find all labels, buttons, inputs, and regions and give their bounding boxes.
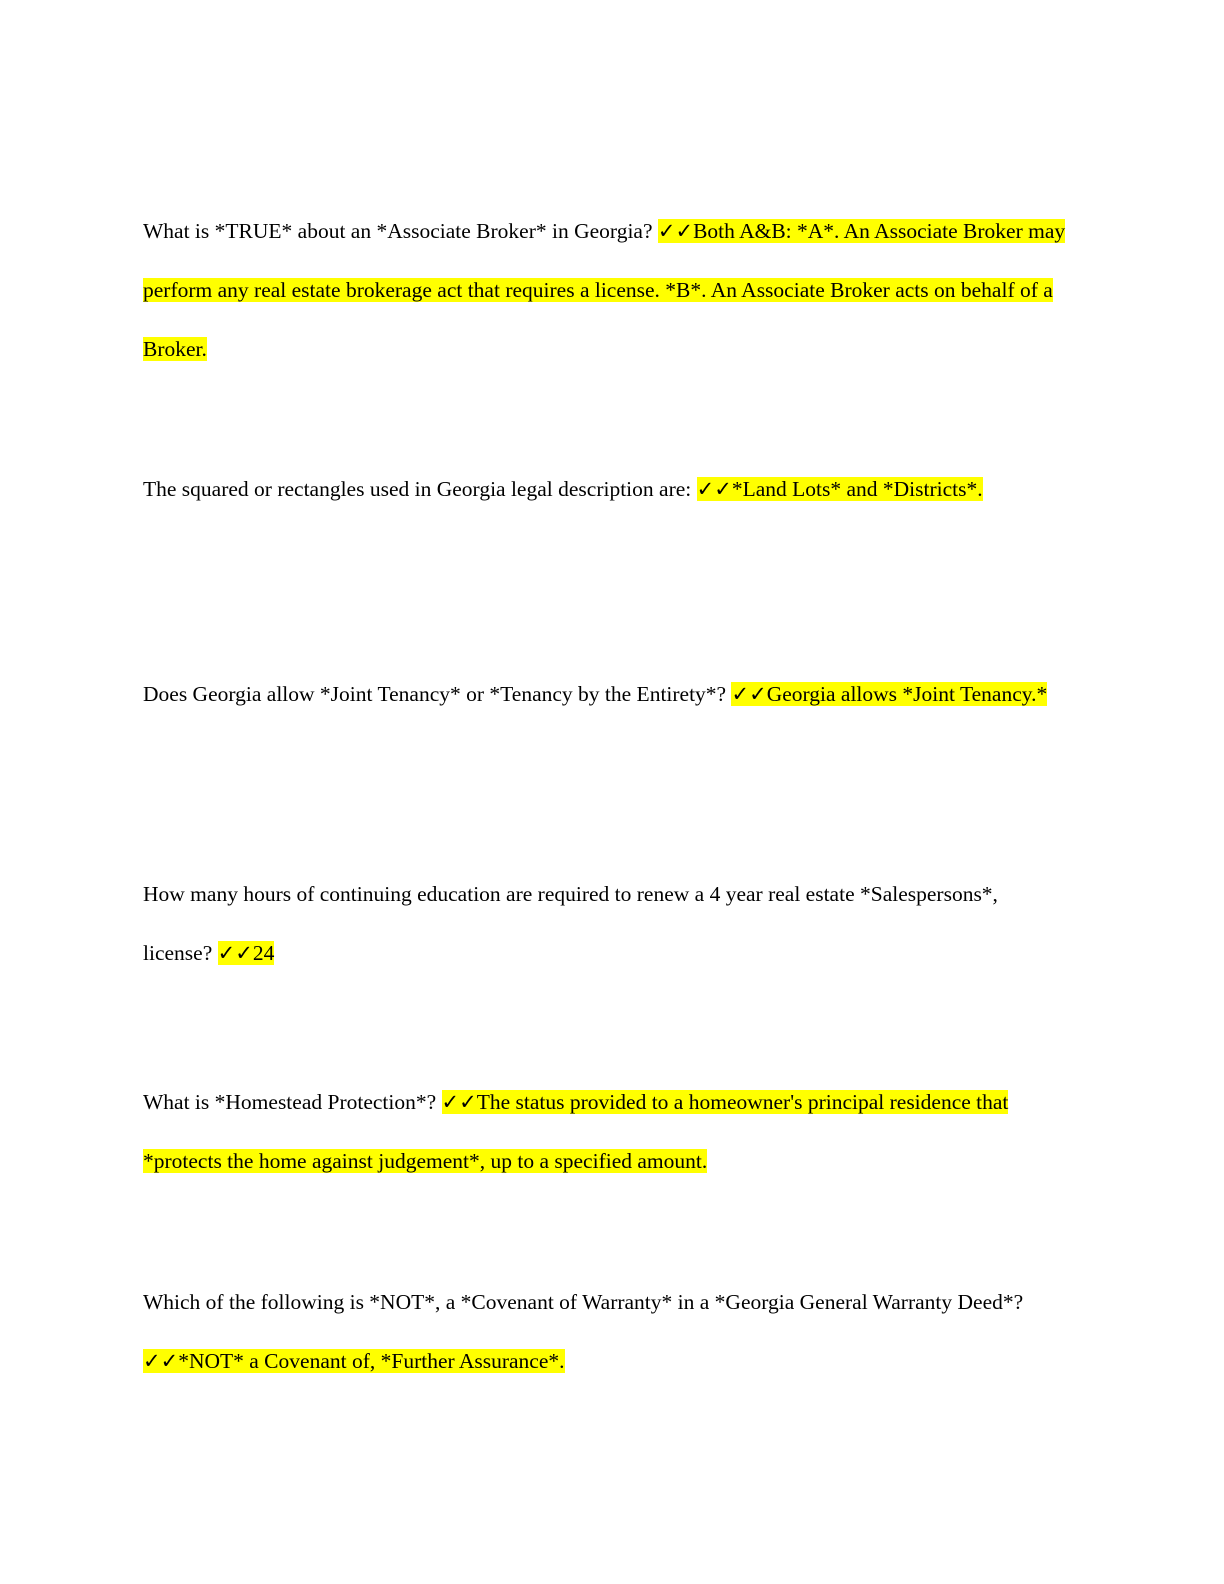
question-text: What is *Homestead Protection*?	[143, 1090, 442, 1114]
answer-highlight	[731, 682, 1047, 706]
checkmark-icon: ✓✓	[441, 1090, 477, 1114]
checkmark-icon: ✓✓	[217, 941, 253, 965]
answer-text: *Land Lots* and *Districts*.	[731, 477, 983, 501]
question-text: Does Georgia allow *Joint Tenancy* or *Tenancy by the Entirety*?	[143, 682, 732, 706]
question-text: Which of the following is *NOT*, a *Covenant of Warranty* in a *Georgia General Warranty Deed*?	[143, 1290, 1024, 1314]
checkmark-icon: ✓✓	[657, 219, 694, 243]
answer-text: Both A&B: *A*. An Associate Broker may perform any real estate brokerage act that requires a license. *B*. An Associate Broker acts on behalf of a Broker.	[143, 219, 1066, 361]
question-text: The squared or rectangles used in Georgia legal description are:	[143, 477, 697, 501]
qa-item-homestead-protection	[143, 1073, 1068, 1191]
qa-item-associate-broker	[143, 202, 1068, 379]
checkmark-icon: ✓✓	[143, 1349, 179, 1373]
qa-item-joint-tenancy	[143, 665, 1068, 724]
checkmark-icon: ✓✓	[696, 477, 732, 501]
answer-text: The status provided to a homeowner's principal residence that *protects the home against judgement*, up to a specified amount.	[143, 1090, 1009, 1173]
qa-item-continuing-education	[143, 865, 1068, 983]
qa-item-legal-description	[143, 460, 1068, 519]
checkmark-icon: ✓✓	[731, 682, 767, 706]
answer-text: 24	[252, 941, 275, 965]
answer-text: Georgia allows *Joint Tenancy.*	[766, 682, 1048, 706]
qa-item-covenant-of-warranty	[143, 1273, 1068, 1391]
answer-highlight	[218, 941, 275, 965]
answer-highlight	[143, 1349, 565, 1373]
question-text: How many hours of continuing education are required to renew a 4 year real estate *Salespersons*, license?	[143, 882, 998, 965]
answer-highlight	[697, 477, 983, 501]
question-text: What is *TRUE* about an *Associate Broker* in Georgia?	[143, 219, 658, 243]
answer-text: *NOT* a Covenant of, *Further Assurance*.	[178, 1349, 565, 1373]
